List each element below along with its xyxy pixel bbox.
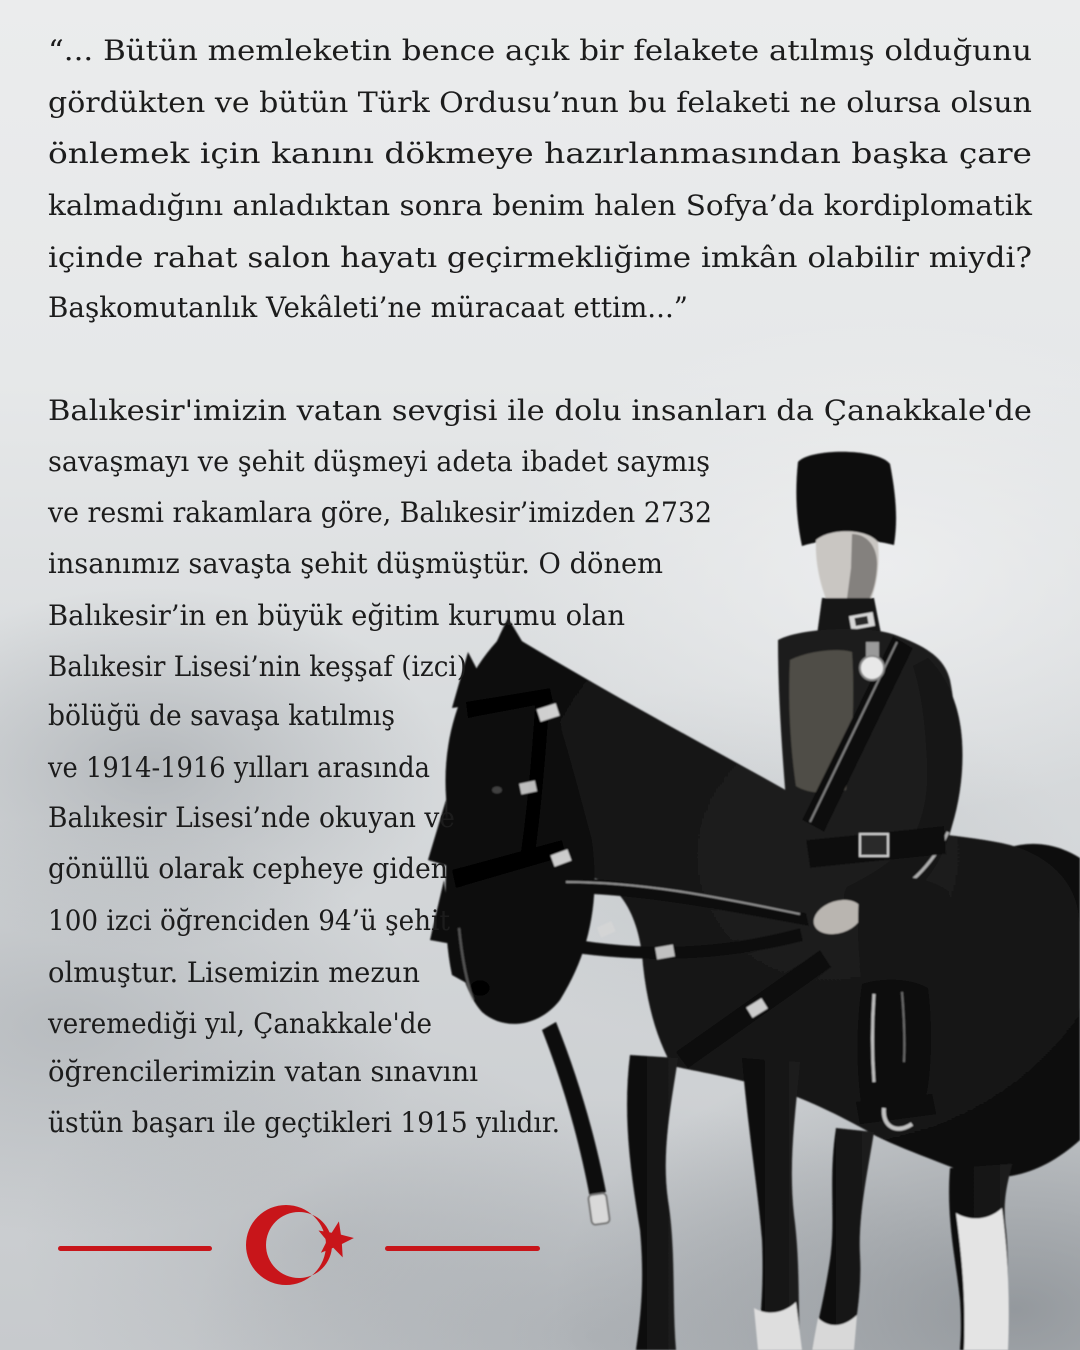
belt-buckle (860, 834, 888, 856)
body-line: ve resmi rakamlara göre, Balıkesir’imizden 2732 (47, 496, 712, 529)
horse-leg-hind-left (812, 1128, 874, 1350)
crescent-star-icon (246, 1205, 354, 1285)
hanging-strap-tip (588, 1193, 610, 1225)
quote-line: önlemek için kanını dökmeye hazırlanmasından başka çare (48, 137, 1032, 170)
footer-divider (58, 1205, 540, 1285)
medal (860, 656, 884, 680)
body-line: ve 1914-1916 yılları arasında (47, 751, 431, 784)
horse-eye (492, 787, 502, 794)
body-line: Balıkesir Lisesi’nin keşşaf (izci) (48, 650, 467, 683)
body-line: olmuştur. Lisemizin mezun (48, 956, 420, 989)
body-line: Balıkesir’in en büyük eğitim kurumu olan (48, 599, 625, 632)
body-line: gönüllü olarak cepheye giden (48, 852, 448, 885)
divider-line-right (385, 1246, 540, 1251)
horse-leg-front-left (627, 1055, 678, 1350)
rider-thigh (858, 876, 950, 989)
quote-line: Başkomutanlık Vekâleti’ne müracaat ettim...” (48, 291, 688, 324)
quote-paragraph (48, 34, 1033, 324)
quote-line: gördükten ve bütün Türk Ordusu’nun bu felaketi ne olursa olsun (48, 86, 1032, 119)
body-line: Balıkesir'imizin vatan sevgisi ile dolu insanları da Çanakkale'de (48, 394, 1032, 427)
quote-line: içinde rahat salon hayatı geçirmekliğime imkân olabilir miydi? (48, 241, 1032, 274)
body-line: 100 izci öğrenciden 94’ü şehit (48, 904, 451, 937)
body-line: insanımız savaşta şehit düşmüştür. O dönem (48, 547, 663, 580)
divider-line-left (58, 1246, 212, 1251)
crescent (246, 1205, 332, 1285)
body-line: Balıkesir Lisesi’nde okuyan ve (48, 801, 455, 834)
horse-nostril (470, 980, 490, 996)
body-line: veremediği yıl, Çanakkale'de (47, 1007, 432, 1040)
body-line: öğrencilerimizin vatan sınavını (48, 1055, 479, 1088)
body-line: savaşmayı ve şehit düşmeyi adeta ibadet saymış (48, 445, 710, 478)
body-line: üstün başarı ile geçtikleri 1915 yılıdır. (48, 1106, 560, 1139)
ataturk-horseback-photo (428, 452, 1080, 1350)
body-line: bölüğü de savaşa katılmış (48, 699, 395, 732)
quote-line: kalmadığını anladıktan sonra benim halen Sofya’da kordiplomatik (48, 189, 1034, 222)
quote-line: “... Bütün memleketin bence açık bir felakete atılmış olduğunu (48, 34, 1032, 67)
bridle-buckle-glint-4 (597, 921, 616, 938)
boot-highlight-1 (873, 994, 875, 1082)
